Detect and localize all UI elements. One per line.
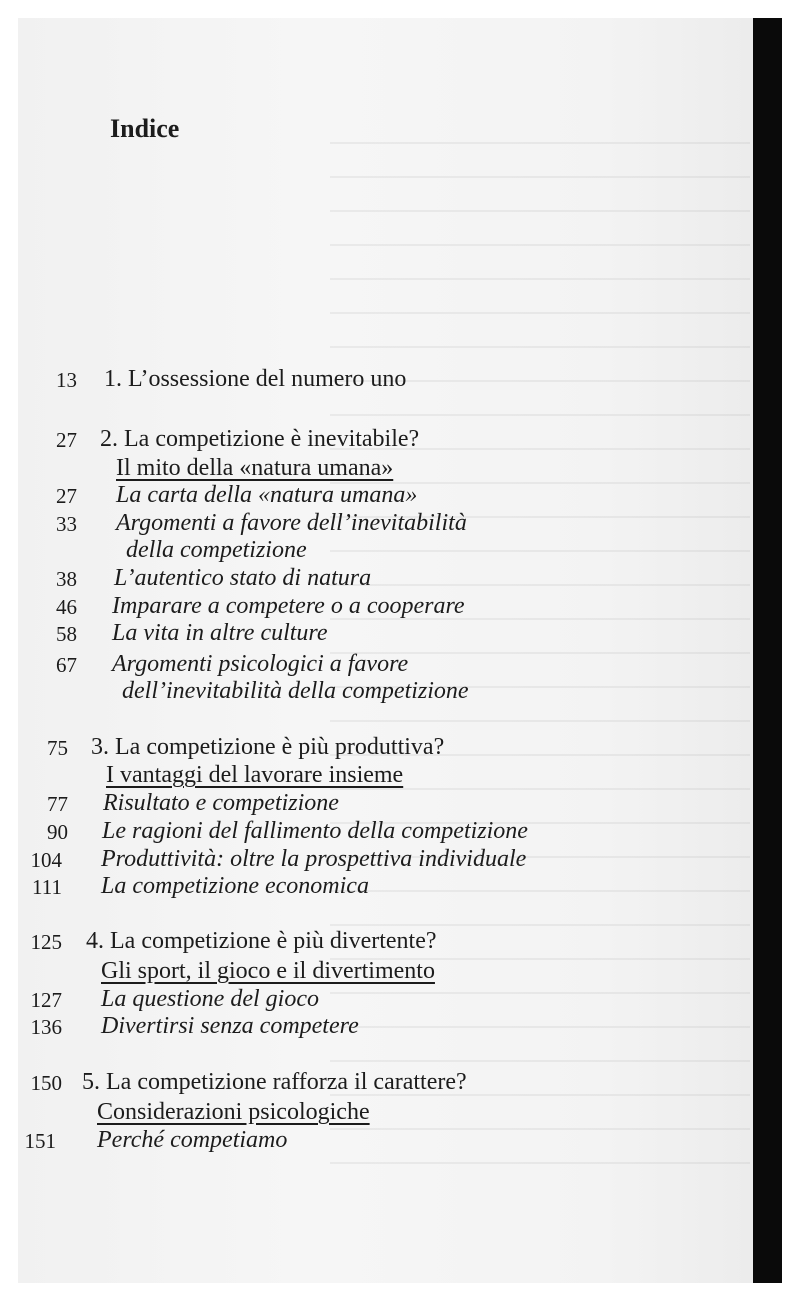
chapter-title: 2. La competizione è inevitabile? bbox=[100, 426, 420, 452]
page-number: 111 bbox=[32, 875, 62, 899]
page-number: 127 bbox=[30, 988, 62, 1012]
section-title: Risultato e competizione bbox=[103, 790, 339, 816]
page-number: 27 bbox=[56, 484, 77, 508]
bleed-through-text bbox=[330, 120, 750, 1170]
page-number: 58 bbox=[56, 622, 77, 646]
page-number: 151 bbox=[24, 1129, 56, 1153]
section-title: Le ragioni del fallimento della competizione bbox=[102, 818, 528, 844]
chapter-title: 4. La competizione è più divertente? bbox=[86, 928, 437, 954]
page-title: Indice bbox=[110, 114, 180, 143]
section-title: Perché competiamo bbox=[97, 1127, 288, 1153]
section-title: Produttività: oltre la prospettiva individuale bbox=[101, 846, 527, 872]
page-shadow-edge bbox=[753, 18, 782, 1283]
section-title: Divertirsi senza competere bbox=[101, 1013, 359, 1039]
section-title: Argomenti a favore dell’inevitabilità bbox=[116, 510, 467, 536]
section-title: La questione del gioco bbox=[101, 986, 319, 1012]
page-number: 67 bbox=[56, 653, 77, 677]
page-number: 27 bbox=[56, 428, 77, 452]
section-title: L’autentico stato di natura bbox=[114, 565, 372, 591]
chapter-title: 3. La competizione è più produttiva? bbox=[91, 734, 445, 760]
page-number: 90 bbox=[47, 820, 68, 844]
page-number: 104 bbox=[30, 848, 62, 872]
chapter-title: 1. L’ossessione del numero uno bbox=[104, 366, 407, 392]
page-number: 33 bbox=[56, 512, 77, 536]
page-number: 13 bbox=[56, 368, 77, 392]
page-number: 150 bbox=[30, 1071, 62, 1095]
chapter-title: 5. La competizione rafforza il carattere? bbox=[82, 1069, 467, 1095]
section-title: Imparare a competere o a cooperare bbox=[112, 593, 465, 619]
page-number: 46 bbox=[56, 595, 77, 619]
section-title: La carta della «natura umana» bbox=[116, 482, 418, 508]
page-number: 77 bbox=[47, 792, 68, 816]
page-number: 125 bbox=[30, 930, 62, 954]
section-title: La competizione economica bbox=[101, 873, 369, 899]
page-number: 136 bbox=[30, 1015, 62, 1039]
page-number: 38 bbox=[56, 567, 77, 591]
section-title: Argomenti psicologici a favore bbox=[112, 651, 409, 677]
section-title: La vita in altre culture bbox=[112, 620, 328, 646]
page-number: 75 bbox=[47, 736, 68, 760]
